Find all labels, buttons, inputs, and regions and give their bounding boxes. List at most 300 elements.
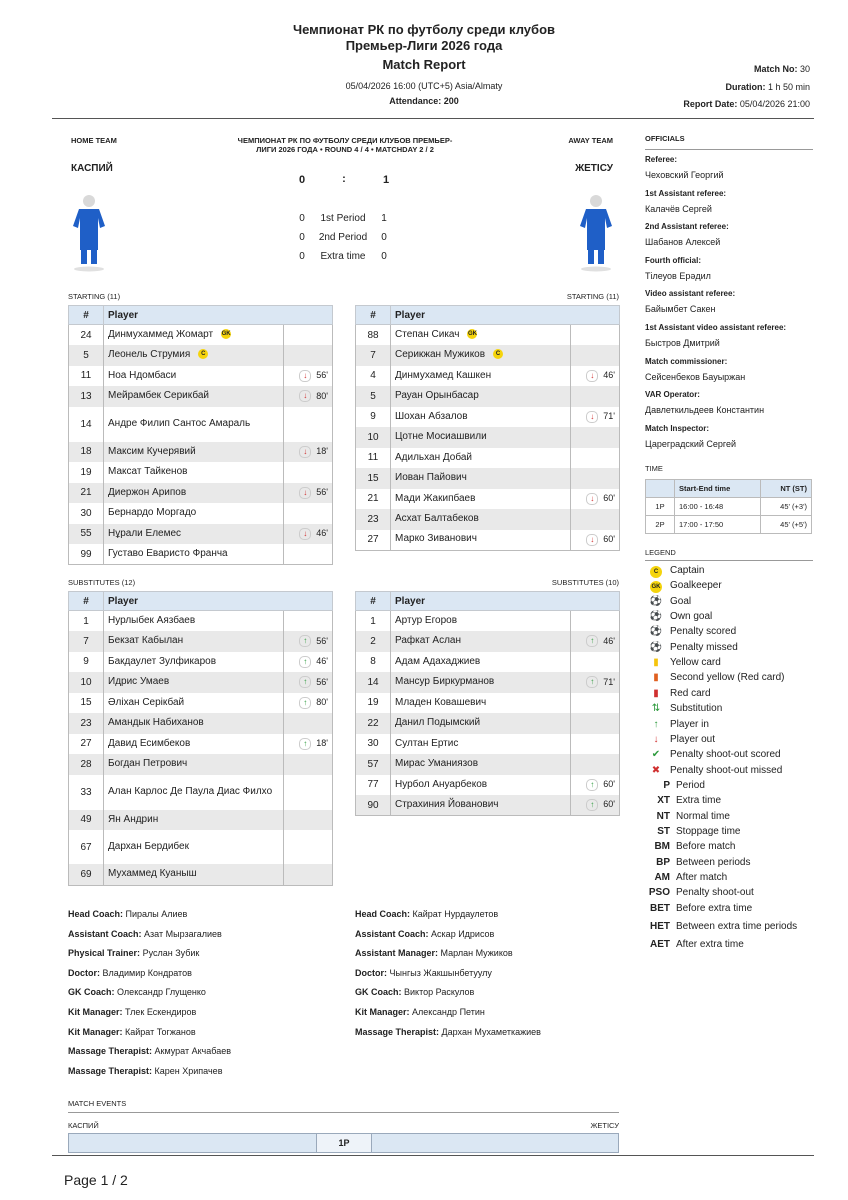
player-name: [104, 462, 284, 483]
legend-label: Player in: [670, 718, 709, 730]
sub-minute: 60': [603, 779, 615, 790]
player-name: [104, 693, 284, 714]
time-start-end: 17:00 - 17:50: [675, 516, 761, 534]
time-row: [646, 516, 812, 534]
player-row: [69, 345, 333, 366]
legend-label: Penalty scored: [670, 626, 737, 638]
time-row: [646, 498, 812, 516]
player-number: 1: [356, 611, 391, 632]
staff-entry: [355, 1027, 541, 1037]
home-kit-icon: [72, 192, 106, 272]
player-sub-event: [284, 693, 333, 714]
legend-label: Before extra time: [676, 902, 753, 914]
player-name: [104, 652, 284, 673]
official-role: 2nd Assistant referee:: [645, 222, 729, 232]
player-name-text: Леонель Струмия: [108, 349, 191, 360]
staff-name: Пиралы Алиев: [125, 909, 188, 919]
sub-minute: 18': [316, 738, 328, 749]
after-extra-time-abbr: AET: [650, 939, 670, 951]
legend-label: Substitution: [670, 703, 723, 715]
home-score: 0: [298, 174, 306, 186]
player-row: [356, 530, 620, 551]
after-match-abbr: AM: [654, 872, 670, 883]
official-name: Сейсенбеков Бауыржан: [645, 371, 746, 382]
player-sub-event: [284, 754, 333, 775]
player-sub-event: [571, 611, 620, 632]
player-row: [356, 427, 620, 448]
away-score: 1: [382, 174, 390, 186]
player-number: 15: [69, 693, 104, 714]
legend-item: [648, 921, 797, 932]
player-sub-event: [571, 631, 620, 652]
player-row: [356, 713, 620, 734]
goalkeeper-icon: GK: [467, 331, 477, 338]
player-row: [69, 754, 333, 775]
staff-name: Александр Петин: [412, 1007, 485, 1017]
player-number: 5: [356, 386, 391, 407]
player-sub-event: [571, 530, 620, 551]
home-starting-label: STARTING (11): [68, 292, 121, 301]
substitution-icon: ⇅: [651, 703, 661, 715]
player-out-icon: ↓: [586, 493, 598, 505]
player-row: [356, 611, 620, 632]
player-sub-event: [571, 693, 620, 714]
captain-icon: C: [198, 349, 208, 359]
player-sub-event: [284, 524, 333, 545]
player-number: 88: [356, 325, 391, 346]
col-player-header: Player: [391, 592, 620, 611]
staff-role: Kit Manager:: [68, 1026, 123, 1037]
player-row: [356, 754, 620, 775]
player-in-icon: ↑: [586, 779, 598, 791]
player-sub-event: [284, 407, 333, 442]
player-row: [69, 386, 333, 407]
player-sub-event: [571, 407, 620, 428]
shootout-scored-icon: ✔: [651, 749, 661, 761]
player-name: [391, 407, 571, 428]
player-number: 99: [69, 544, 104, 565]
legend-item: [648, 826, 741, 837]
legend-item: [648, 887, 754, 898]
player-number: 22: [356, 713, 391, 734]
player-name-text: Нурлыбек Аязбаев: [108, 614, 196, 626]
col-num-header: #: [69, 306, 104, 325]
player-name-text: Мейрамбек Серикбай: [108, 390, 209, 401]
official-role: 1st Assistant referee:: [645, 188, 727, 198]
player-name: [104, 524, 284, 545]
legend-label: Red card: [670, 687, 711, 699]
player-out-icon: ↓: [653, 733, 659, 745]
player-name: [391, 713, 571, 734]
player-number: 11: [356, 448, 391, 469]
legend-item: [648, 765, 782, 776]
player-row: [69, 830, 333, 864]
time-table: [645, 479, 812, 534]
staff-role: Kit Manager:: [68, 1007, 123, 1017]
official-role: VAR Operator:: [645, 390, 700, 400]
player-name-text: Богдан Петрович: [108, 758, 188, 769]
period-home-score: 0: [299, 251, 305, 262]
official-role: Match Inspector:: [645, 423, 710, 433]
player-number: 19: [69, 462, 104, 483]
officials-heading: OFFICIALS: [645, 134, 685, 143]
legend-label: Own goal: [670, 611, 713, 623]
legend-item: [648, 688, 711, 699]
red-card-icon: ▮: [653, 687, 659, 699]
player-name-text: Идрис Умаев: [108, 676, 170, 687]
period-away-score: 0: [381, 232, 387, 243]
staff-entry: [68, 929, 222, 939]
sub-minute: 60': [603, 493, 615, 504]
player-sub-event: [284, 830, 333, 864]
player-name: [104, 503, 284, 524]
legend-item: [648, 903, 752, 914]
col-player-header: Player: [104, 592, 333, 611]
time-heading: TIME: [645, 464, 663, 473]
player-sub-event: [571, 366, 620, 387]
player-name-text: Адильхан Добай: [395, 451, 472, 463]
player-name-text: Мирас Уманиязов: [395, 758, 479, 769]
player-name-text: Давид Есимбеков: [108, 737, 191, 749]
period-away-score: 0: [381, 251, 387, 262]
legend-item: [648, 734, 715, 745]
player-name: [391, 693, 571, 714]
player-name: [104, 631, 284, 652]
player-name: [104, 325, 284, 346]
player-sub-event: [571, 509, 620, 530]
player-name: [104, 407, 284, 442]
player-row: [356, 366, 620, 387]
player-out-icon: ↓: [586, 411, 598, 423]
staff-role: Massage Therapist:: [68, 1065, 153, 1076]
legend-item: [648, 857, 751, 868]
staff-role: Assistant Manager:: [355, 948, 439, 959]
legend-label: Stoppage time: [676, 825, 741, 837]
penalty-missed-icon: ⚽: [649, 641, 663, 653]
report-title-line3: Match Report: [382, 57, 466, 72]
staff-entry: [68, 987, 206, 997]
player-name-text: Густаво Еваристо Франча: [108, 547, 228, 559]
legend-item: [648, 596, 691, 607]
player-name-text: Цотне Мосиашвили: [395, 431, 487, 442]
away-subs-table: [355, 591, 620, 816]
staff-role: Massage Therapist:: [68, 1046, 153, 1057]
player-number: 27: [356, 530, 391, 551]
player-row: [69, 325, 333, 346]
time-start-end: 16:00 - 16:48: [675, 498, 761, 516]
player-in-icon: ↑: [299, 738, 311, 750]
player-number: 55: [69, 524, 104, 545]
period-home-score: 0: [299, 232, 305, 243]
player-name-text: Дархан Бердибек: [108, 840, 189, 852]
between-periods-abbr: BP: [656, 856, 670, 868]
player-sub-event: [284, 631, 333, 652]
player-name-text: Серикжан Мужиков: [395, 349, 486, 360]
player-out-icon: ↓: [299, 390, 311, 402]
sub-minute: 46': [603, 370, 615, 381]
report-title-line2: Премьер-Лиги 2026 года: [345, 38, 503, 53]
legend-heading: LEGEND: [645, 548, 676, 557]
player-name-text: Динмухаммед Жомарт: [108, 328, 214, 340]
events-home-team: КАСПИЙ: [68, 1121, 99, 1130]
score-separator: :: [342, 173, 346, 185]
legend-item: [648, 626, 736, 637]
player-row: [356, 345, 620, 366]
between-extra-time-abbr: HET: [650, 921, 670, 933]
player-number: 11: [69, 366, 104, 387]
player-name-text: Бакдаулет Зулфикаров: [108, 655, 217, 667]
page-number: Page 1 / 2: [64, 1172, 128, 1188]
legend-label: Between periods: [676, 856, 751, 868]
match-datetime: 05/04/2026 16:00 (UTC+5) Asia/Almaty: [345, 81, 503, 91]
player-number: 30: [69, 503, 104, 524]
official-name: Быстров Дмитрий: [645, 338, 720, 348]
sub-minute: 71': [603, 411, 615, 422]
legend-item: [648, 841, 735, 852]
player-number: 30: [356, 734, 391, 755]
player-out-icon: ↓: [299, 446, 311, 458]
player-sub-event: [571, 468, 620, 489]
player-number: 27: [69, 734, 104, 755]
away-starting-table: [355, 305, 620, 551]
player-number: 4: [356, 366, 391, 387]
extra-time-abbr: XT: [657, 795, 670, 807]
player-in-icon: ↑: [299, 676, 311, 688]
legend-item: [648, 611, 712, 622]
time-nt: 45' (+5'): [760, 516, 811, 534]
player-row: [356, 448, 620, 469]
staff-role: Kit Manager:: [355, 1007, 410, 1017]
legend-label: Goal: [670, 595, 692, 607]
player-sub-event: [284, 544, 333, 565]
official-name: Тілеуов Ерәдил: [645, 270, 711, 281]
away-team-name: ЖЕТІСУ: [575, 163, 613, 174]
player-sub-event: [571, 427, 620, 448]
staff-name: Марлан Мужиков: [440, 948, 513, 959]
player-sub-event: [284, 775, 333, 810]
player-sub-event: [571, 713, 620, 734]
player-number: 15: [356, 468, 391, 489]
legend-item: [648, 657, 721, 668]
staff-role: GK Coach:: [355, 987, 402, 998]
player-sub-event: [284, 325, 333, 346]
events-divider: [68, 1112, 619, 1113]
player-row: [69, 693, 333, 714]
player-row: [356, 775, 620, 796]
player-name: [104, 830, 284, 864]
player-sub-event: [284, 503, 333, 524]
player-number: 33: [69, 775, 104, 810]
player-row: [356, 509, 620, 530]
official-name: Цареградский Сергей: [645, 438, 737, 449]
player-name-text: Младен Ковашевич: [395, 696, 487, 708]
player-number: 2: [356, 631, 391, 652]
player-name-text: Диержон Арипов: [108, 486, 187, 498]
away-team-label: AWAY TEAM: [568, 136, 613, 145]
player-name: [391, 652, 571, 673]
staff-entry: [355, 909, 498, 919]
sub-minute: 80': [316, 390, 328, 401]
player-out-icon: ↓: [299, 528, 311, 540]
player-name-text: Амандык Набиханов: [108, 717, 204, 728]
time-header-row: [646, 480, 812, 498]
time-period: 1P: [646, 498, 675, 516]
player-name-text: Шохан Абзалов: [395, 410, 468, 422]
col-num-header: #: [69, 592, 104, 611]
staff-entry: [355, 948, 513, 958]
official-role: Match commissioner:: [645, 356, 728, 366]
player-name-text: Степан Сикач: [395, 328, 460, 340]
player-sub-event: [571, 734, 620, 755]
player-row: [356, 468, 620, 489]
stoppage-time-abbr: ST: [657, 825, 670, 837]
player-name-text: Данил Подымский: [395, 717, 481, 728]
penalty-shootout-abbr: PSO: [648, 887, 670, 899]
player-name: [391, 754, 571, 775]
official-role: Fourth official:: [645, 255, 701, 265]
player-sub-event: [284, 345, 333, 366]
player-row: [69, 483, 333, 504]
player-number: 8: [356, 652, 391, 673]
match-no: Match No: 30: [753, 64, 810, 74]
official-name: Чеховский Георгий: [645, 170, 724, 180]
col-num-header: #: [356, 592, 391, 611]
player-sub-event: [571, 672, 620, 693]
player-row: [356, 652, 620, 673]
player-row: [356, 489, 620, 510]
attendance: Attendance: 200: [389, 96, 459, 106]
penalty-scored-icon: ⚽: [649, 626, 663, 638]
goal-icon: ⚽: [649, 595, 663, 607]
legend-item: [648, 939, 744, 950]
staff-entry: [355, 1007, 485, 1017]
staff-name: Азат Мырзагалиев: [144, 928, 222, 939]
player-number: 90: [356, 795, 391, 816]
player-row: [69, 611, 333, 632]
player-name: [104, 345, 284, 366]
time-nt: 45' (+3'): [760, 498, 811, 516]
player-name-text: Рауан Орынбасар: [395, 390, 479, 401]
staff-name: Владимир Кондратов: [102, 967, 192, 978]
player-sub-event: [571, 795, 620, 816]
player-name: [391, 366, 571, 387]
home-subs-label: SUBSTITUTES (12): [68, 578, 136, 587]
staff-entry: [355, 987, 474, 997]
home-team-label: HOME TEAM: [71, 136, 117, 145]
col-num-header: #: [356, 306, 391, 325]
legend-item: [648, 780, 705, 791]
player-name-text: Страхиния Йованович: [395, 798, 499, 810]
player-number: 69: [69, 864, 104, 885]
player-in-icon: ↑: [299, 697, 311, 709]
player-row: [69, 407, 333, 442]
player-number: 10: [69, 672, 104, 693]
legend-item: [648, 703, 722, 714]
player-name: [391, 509, 571, 530]
footer-divider: [52, 1155, 814, 1156]
player-name: [391, 672, 571, 693]
staff-entry: [68, 1046, 231, 1056]
competition-info: ЧЕМПИОНАТ РК ПО ФУТБОЛУ СРЕДИ КЛУБОВ ПРЕМЬЕР- ЛИГИ 2026 ГОДА • ROUND 4 / 4 • MATCHDAY 2 / 2: [237, 136, 453, 154]
player-sub-event: [284, 810, 333, 831]
staff-role: Doctor:: [68, 967, 100, 978]
before-match-abbr: BM: [654, 841, 670, 853]
player-row: [69, 442, 333, 463]
staff-role: Massage Therapist:: [355, 1026, 440, 1037]
player-sub-event: [284, 672, 333, 693]
report-title-line1: Чемпионат РК по футболу среди клубов: [292, 22, 555, 37]
before-extra-time-abbr: BET: [650, 902, 670, 914]
player-number: 49: [69, 810, 104, 831]
home-team-name: КАСПИЙ: [71, 163, 113, 174]
staff-role: Assistant Coach:: [68, 928, 142, 939]
player-name-text: Мансур Биркурманов: [395, 676, 495, 687]
time-period: 2P: [646, 516, 675, 534]
player-sub-event: [284, 713, 333, 734]
col-player-header: Player: [104, 306, 333, 325]
legend-label: Goalkeeper: [670, 580, 722, 592]
events-away-team: ЖЕТІСУ: [590, 1121, 619, 1130]
header-divider: [52, 118, 814, 119]
period-label: Extra time: [320, 251, 366, 262]
player-number: 18: [69, 442, 104, 463]
sub-minute: 80': [316, 697, 328, 708]
player-name-text: Султан Ертис: [395, 737, 459, 749]
staff-name: Олександр Глущенко: [117, 987, 206, 998]
period-away-score: 1: [381, 213, 387, 224]
player-in-icon: ↑: [586, 676, 598, 688]
away-starting-label: STARTING (11): [566, 292, 619, 301]
legend-divider: [645, 560, 813, 561]
player-sub-event: [284, 462, 333, 483]
player-number: 24: [69, 325, 104, 346]
player-row: [69, 713, 333, 734]
captain-icon: C: [493, 349, 503, 359]
period-abbr: P: [663, 779, 670, 791]
player-row: [69, 544, 333, 565]
player-name: [104, 544, 284, 565]
player-name-text: Ян Андрин: [108, 813, 159, 825]
player-row: [356, 325, 620, 346]
player-number: 23: [356, 509, 391, 530]
player-sub-event: [284, 366, 333, 387]
second-yellow-icon: ▮: [653, 672, 659, 684]
player-name-text: Андре Филип Сантос Амараль: [108, 417, 251, 429]
player-sub-event: [571, 652, 620, 673]
staff-name: Кайрат Тогжанов: [125, 1026, 196, 1037]
player-name: [391, 386, 571, 407]
player-sub-event: [571, 754, 620, 775]
player-row: [356, 407, 620, 428]
officials-divider: [645, 149, 813, 150]
sub-minute: 56': [316, 676, 328, 687]
player-number: 7: [69, 631, 104, 652]
player-name: [104, 775, 284, 810]
player-name: [104, 442, 284, 463]
player-name-text: Артур Егоров: [395, 614, 458, 626]
player-name-text: Рафкат Аслан: [395, 635, 462, 646]
legend-label: Player out: [670, 733, 716, 745]
staff-role: GK Coach:: [68, 987, 115, 998]
player-number: 5: [69, 345, 104, 366]
staff-entry: [68, 968, 192, 978]
player-number: 21: [69, 483, 104, 504]
player-sub-event: [284, 652, 333, 673]
home-starting-table: [68, 305, 333, 565]
player-name-text: Алан Карлос Де Паула Диас Филхо: [108, 785, 273, 797]
legend-label: Penalty shoot-out scored: [670, 749, 781, 761]
player-number: 13: [69, 386, 104, 407]
